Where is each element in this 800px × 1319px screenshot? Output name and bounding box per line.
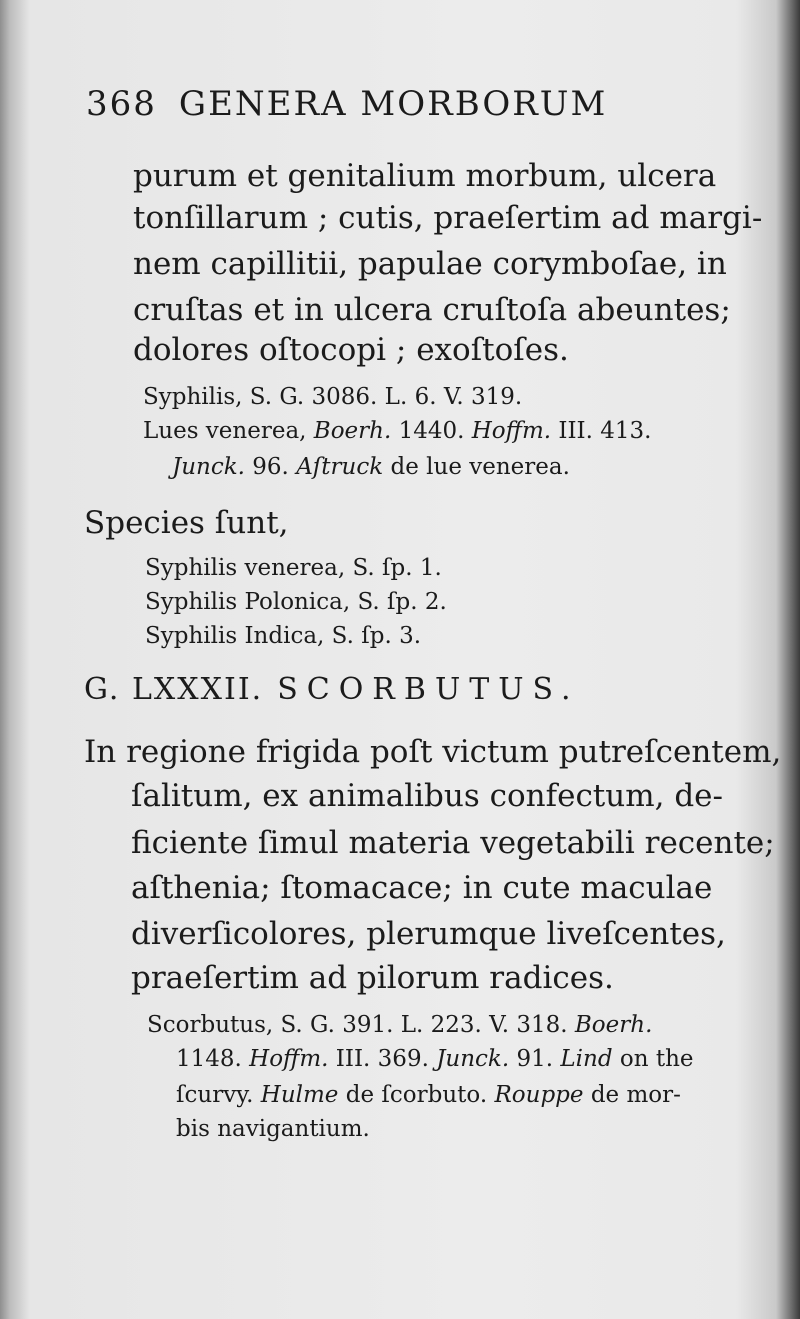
- ref-text: Scorbutus, S. G. 391. L. 223. V. 318.: [147, 1012, 575, 1038]
- reference-line: bis navigantium.: [176, 1116, 370, 1142]
- genus-number: G. LXXXII.: [84, 672, 264, 707]
- species-item: Syphilis Polonica, S. ſp. 2.: [145, 589, 447, 615]
- ref-author: Hoffm.: [471, 418, 552, 444]
- ref-text: de lue venerea.: [383, 454, 570, 480]
- ref-author: Lind: [560, 1046, 613, 1072]
- ref-text: III. 413.: [551, 418, 652, 444]
- reference-line: [172, 454, 570, 480]
- ref-text: de ſcorbuto.: [338, 1082, 495, 1108]
- text-line: ficiente ſimul materia vegetabili recente;: [131, 825, 775, 861]
- ref-author: Rouppe: [494, 1082, 584, 1108]
- species-label: Species ſunt,: [84, 505, 289, 541]
- running-title: GENERA MORBORUM: [178, 84, 608, 124]
- ref-author: Junck.: [172, 454, 245, 480]
- reference-line: [176, 1082, 681, 1108]
- running-header: [86, 84, 607, 124]
- text-line: In regione frigida poſt victum putreſcentem,: [84, 734, 782, 770]
- ref-author: Boerh.: [574, 1012, 653, 1038]
- text-line: aſthenia; ſtomacace; in cute maculae: [131, 870, 713, 906]
- species-item: Syphilis venerea, S. ſp. 1.: [145, 555, 442, 581]
- ref-text: Lues venerea,: [143, 418, 314, 444]
- ref-author: Hulme: [260, 1082, 339, 1108]
- reference-line: Syphilis, S. G. 3086. L. 6. V. 319.: [143, 384, 523, 410]
- genus-name: SCORBUTUS.: [277, 672, 580, 707]
- ref-text: 91.: [509, 1046, 561, 1072]
- ref-text: ſcurvy.: [176, 1082, 261, 1108]
- text-line: nem capillitii, papulae corymboſae, in: [133, 246, 727, 282]
- ref-author: Boerh.: [313, 418, 392, 444]
- text-line: ſalitum, ex animalibus confectum, de-: [131, 778, 723, 814]
- reference-line: [143, 418, 651, 444]
- genus-heading: [84, 672, 580, 707]
- reference-line: [147, 1012, 652, 1038]
- text-line: tonſillarum ; cutis, praeſertim ad margi-: [133, 200, 763, 236]
- text-line: diverſicolores, plerumque liveſcentes,: [131, 916, 726, 952]
- text-line: praeſertim ad pilorum radices.: [131, 960, 614, 996]
- ref-text: 1440.: [391, 418, 472, 444]
- page-number: 368: [86, 84, 157, 124]
- text-line: cruſtas et in ulcera cruſtoſa abeuntes;: [133, 292, 731, 328]
- ref-text: de mor-: [583, 1082, 681, 1108]
- ref-text: 1148.: [176, 1046, 250, 1072]
- text-line: purum et genitalium morbum, ulcera: [133, 158, 717, 194]
- reference-line: [176, 1046, 694, 1072]
- ref-author: Junck.: [436, 1046, 510, 1072]
- ref-text: on the: [612, 1046, 694, 1072]
- ref-text: III. 369.: [328, 1046, 437, 1072]
- ref-author: Aſtruck: [296, 454, 384, 480]
- ref-author: Hoffm.: [249, 1046, 329, 1072]
- species-item: Syphilis Indica, S. ſp. 3.: [145, 623, 422, 649]
- ref-text: 96.: [244, 454, 297, 480]
- text-line: dolores oſtocopi ; exoſtoſes.: [133, 332, 569, 368]
